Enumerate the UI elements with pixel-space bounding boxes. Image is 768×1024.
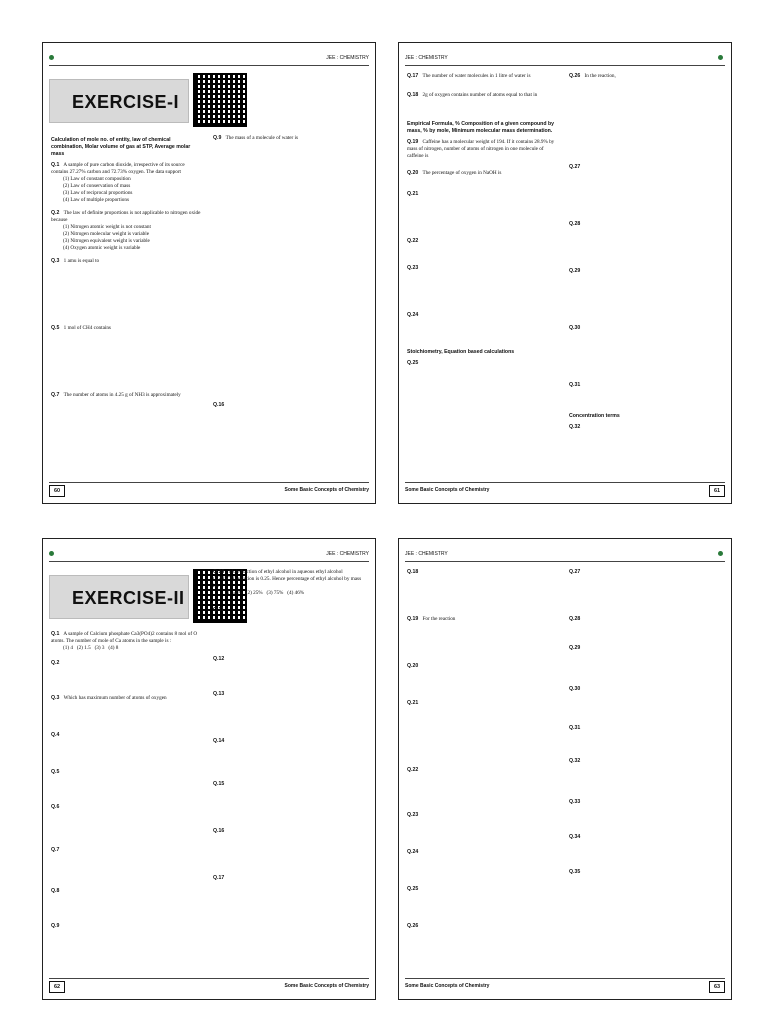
question [407, 360, 557, 367]
question-number: Q.3 [51, 258, 60, 265]
option: (1) 4 [63, 645, 73, 652]
option: (1) Nitrogen atomic weight is not constant [63, 224, 151, 231]
section-heading: Stoichiometry, Equation based calculations [407, 349, 515, 356]
question-number: Q.7 [51, 392, 60, 399]
footer-title: Some Basic Concepts of Chemistry [405, 487, 490, 493]
question [569, 164, 719, 171]
question-text: Which has maximum number of atoms of oxygen [63, 695, 167, 702]
page-header [405, 549, 725, 562]
question-text: In the reaction, [584, 73, 616, 79]
exercise-title-box [49, 575, 189, 619]
page-63 [398, 538, 732, 1000]
question [213, 569, 363, 597]
question-number: Q.29 [569, 268, 581, 275]
question-text: 2g of oxygen contains number of atoms equal to that in [422, 92, 538, 99]
page-header [49, 53, 369, 66]
question-number: Q.24 [407, 312, 419, 319]
publisher-logo [718, 55, 725, 61]
question-number: Q.23 [407, 265, 419, 272]
exercise-title-box [49, 79, 189, 123]
exercise-title: EXERCISE-II [72, 588, 185, 608]
option: (3) Nitrogen equivalent weight is variable [63, 238, 150, 245]
question [213, 781, 363, 788]
question [213, 875, 363, 882]
question-text: The number of water molecules in 1 litre of water is [422, 73, 531, 79]
question [407, 139, 557, 160]
option: (4) Oxygen atomic weight is variable [63, 245, 141, 252]
question [51, 392, 201, 399]
question-text: Mole fraction of ethyl alcohol in aqueous ethyl alcohol (C2H5OH) solution is 0.25. Hence percentage of ethyl alcohol by mass is : [213, 569, 362, 590]
page-footer [405, 482, 725, 497]
question-number: Q.14 [213, 738, 225, 745]
question-number: Q.9 [213, 135, 222, 141]
question-number: Q.2 [51, 660, 60, 667]
question-number: Q.17 [407, 73, 419, 79]
question-number: Q.31 [569, 725, 581, 732]
page-header [49, 549, 369, 562]
question [569, 424, 719, 431]
question-number: Q.35 [569, 869, 581, 876]
question-text: 1 amu is equal to [63, 258, 100, 265]
logo-icon [718, 551, 723, 556]
question [51, 732, 201, 739]
question-number: Q.31 [569, 382, 581, 389]
question-text: The percentage of oxygen in NaOH is [422, 170, 502, 177]
question [569, 569, 719, 576]
question-number: Q.34 [569, 834, 581, 841]
question-number: Q.9 [51, 923, 60, 930]
page-number: 63 [709, 981, 725, 993]
right-column [569, 569, 719, 876]
question-number: Q.28 [569, 616, 581, 623]
option: (3) Law of reciprocal proportions [63, 190, 133, 197]
header-subject: JEE : CHEMISTRY [326, 55, 369, 61]
question [569, 325, 719, 332]
question [569, 616, 719, 623]
footer-title: Some Basic Concepts of Chemistry [405, 983, 490, 989]
question [51, 769, 201, 776]
right-column [569, 73, 719, 431]
question-number: Q.15 [213, 781, 225, 788]
right-column [213, 569, 363, 882]
question [213, 402, 363, 409]
question-number: Q.30 [569, 325, 581, 332]
question [51, 210, 201, 252]
section-heading: Concentration terms [569, 413, 620, 420]
page-60 [42, 42, 376, 504]
option: (2) Nitrogen molecular weight is variable [63, 231, 149, 238]
question [407, 238, 557, 245]
question-text: The mass of a molecule of water is [225, 135, 299, 141]
question-number: Q.22 [407, 238, 419, 245]
option: (3) 3 [94, 645, 105, 652]
question-number: Q.20 [407, 170, 419, 177]
header-subject: JEE : CHEMISTRY [405, 551, 448, 557]
question-number: Q.20 [407, 663, 419, 670]
question [51, 804, 201, 811]
section-heading: Calculation of mole no. of entity, law of chemical combination, Molar volume of gas at STP, Average molar mass [51, 137, 191, 158]
question-number: Q.26 [569, 73, 581, 79]
publisher-logo [49, 551, 56, 557]
exercise-title: EXERCISE-I [72, 92, 180, 112]
page-footer [49, 482, 369, 497]
question-number: Q.32 [569, 758, 581, 765]
question [569, 221, 719, 228]
header-subject: JEE : CHEMISTRY [326, 551, 369, 557]
option: (2) 1.5 [76, 645, 91, 652]
publisher-logo [718, 551, 725, 557]
question [213, 656, 363, 663]
question-number: Q.27 [569, 569, 581, 575]
question [407, 73, 557, 80]
qr-code-icon [193, 73, 247, 127]
footer-title: Some Basic Concepts of Chemistry [284, 487, 369, 493]
question [569, 725, 719, 732]
left-column [51, 135, 201, 399]
header-subject: JEE : CHEMISTRY [405, 55, 448, 61]
question [407, 569, 557, 576]
page-footer [49, 978, 369, 993]
question-text: The number of atoms in 4.25 g of NH3 is approximately [63, 392, 181, 399]
right-column [213, 135, 363, 409]
question-number: Q.16 [213, 402, 225, 409]
options [51, 176, 201, 204]
question-number: Q.25 [407, 360, 419, 367]
question [407, 312, 557, 319]
question-number: Q.32 [569, 424, 581, 431]
question [407, 923, 557, 930]
section-heading: Empirical Formula, % Composition of a given compound by mass, % by mole, Minimum molecular mass determination. [407, 121, 554, 135]
question [213, 828, 363, 835]
left-column [51, 631, 201, 930]
publisher-logo [49, 55, 56, 61]
question-number: Q.1 [51, 162, 60, 169]
question [51, 660, 201, 667]
question-number: Q.25 [407, 886, 419, 893]
question-number: Q.3 [51, 695, 60, 702]
question [407, 616, 557, 623]
page-number: 62 [49, 981, 65, 993]
option: (4) Law of multiple proportions [63, 197, 129, 204]
page-62 [42, 538, 376, 1000]
question-text: A sample of pure carbon dioxide, irrespective of its source contains 27.27% carbon and 72.73% oxygen. The data support [51, 162, 185, 176]
question-number: Q.13 [213, 691, 225, 698]
option: (1) Law of constant composition [63, 176, 131, 183]
options [51, 224, 201, 252]
question-number: Q.30 [569, 686, 581, 693]
question [569, 645, 719, 652]
logo-icon [49, 55, 54, 60]
question-text: Caffeine has a molecular weight of 194. If it contains 28.9% by mass of nitrogen, number of atoms of nitrogen in one molecule of caffeine is [407, 139, 555, 160]
question-number: Q.8 [51, 888, 60, 895]
question-number: Q.24 [407, 849, 419, 856]
question [569, 686, 719, 693]
option: (4) 46% [287, 590, 305, 597]
question-number: Q.11 [213, 607, 224, 614]
option: (3) 75% [266, 590, 284, 597]
question-number: Q.1 [51, 631, 60, 637]
options [213, 590, 363, 597]
question-number: Q.16 [213, 828, 225, 835]
option: (2) 25% [245, 590, 263, 597]
logo-icon [718, 55, 723, 60]
question-number: Q.28 [569, 221, 581, 228]
question [213, 607, 363, 614]
question-number: Q.12 [213, 656, 225, 663]
question [407, 849, 557, 856]
left-column [407, 73, 557, 367]
question [51, 888, 201, 895]
question-number: Q.21 [407, 700, 419, 707]
question [407, 886, 557, 893]
question [407, 92, 557, 99]
question-number: Q.22 [407, 767, 419, 774]
question-text: For the reaction [422, 616, 456, 623]
question-text: A sample of Calcium phosphate Ca3(PO4)2 contains 8 mol of O atoms. The number of mole of Ca atoms in the sample is : [51, 631, 198, 645]
question [51, 631, 201, 652]
question [51, 847, 201, 854]
option: (4) 8 [108, 645, 119, 652]
question-number: Q.18 [407, 92, 419, 99]
options [51, 645, 201, 652]
question [569, 799, 719, 806]
question-number: Q.17 [213, 875, 225, 882]
question [569, 73, 719, 80]
question-number: Q.5 [51, 325, 60, 332]
question [569, 268, 719, 275]
question [51, 325, 201, 332]
question [407, 767, 557, 774]
question-number: Q.2 [51, 210, 60, 217]
question [407, 191, 557, 198]
question [407, 812, 557, 819]
left-column [407, 569, 557, 930]
question-number: Q.23 [407, 812, 419, 819]
question-text: 1 mol of CH4 contains [63, 325, 111, 332]
question [569, 834, 719, 841]
question-number: Q.21 [407, 191, 419, 198]
question-number: Q.33 [569, 799, 581, 806]
question-number: Q.10 [213, 569, 225, 575]
question [213, 691, 363, 698]
question [213, 738, 363, 745]
question [407, 700, 557, 707]
question-number: Q.7 [51, 847, 60, 854]
question-number: Q.27 [569, 164, 581, 171]
question [213, 135, 363, 142]
question-number: Q.6 [51, 804, 60, 811]
question [407, 265, 557, 272]
question-number: Q.18 [407, 569, 419, 575]
question [569, 758, 719, 765]
question [51, 258, 201, 265]
option: (2) Law of conservation of mass [63, 183, 131, 190]
question [569, 382, 719, 389]
logo-icon [49, 551, 54, 556]
page-footer [405, 978, 725, 993]
page-number: 60 [49, 485, 65, 497]
question-number: Q.19 [407, 616, 419, 623]
question-number: Q.19 [407, 139, 419, 146]
question-text: The law of definite proportions is not applicable to nitrogen oxide because [51, 210, 201, 224]
question-number: Q.4 [51, 732, 60, 739]
question-number: Q.29 [569, 645, 581, 652]
question-number: Q.5 [51, 769, 60, 776]
question-number: Q.26 [407, 923, 419, 930]
footer-title: Some Basic Concepts of Chemistry [284, 983, 369, 989]
page-header [405, 53, 725, 66]
page-61 [398, 42, 732, 504]
question [51, 695, 201, 702]
option: (1) 54% [225, 590, 242, 597]
question [51, 162, 201, 204]
question [407, 663, 557, 670]
page-number: 61 [709, 485, 725, 497]
question [407, 170, 557, 177]
question [569, 869, 719, 876]
question [51, 923, 201, 930]
